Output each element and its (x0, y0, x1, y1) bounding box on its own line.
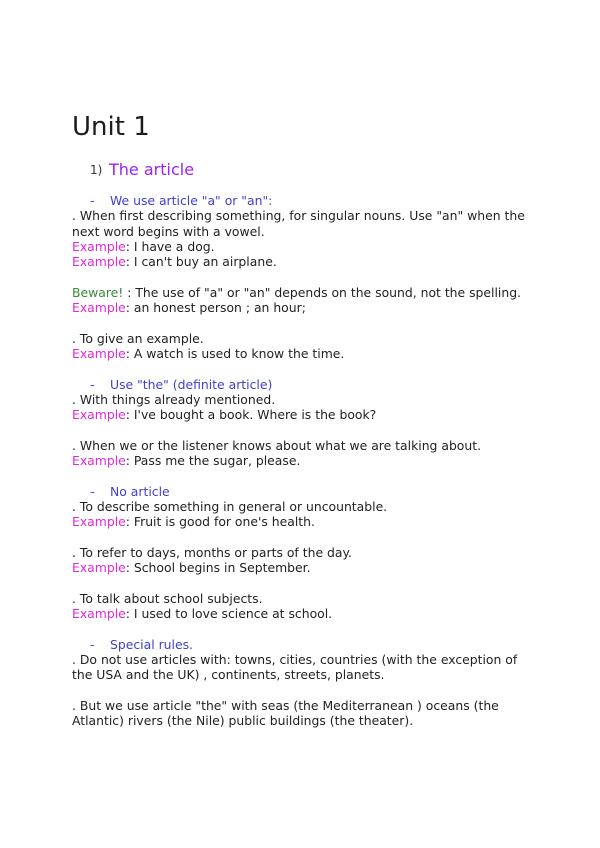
example-line: Example: Fruit is good for one's health. (72, 514, 315, 530)
paragraph-line: . But we use article "the" with seas (the Mediterranean ) oceans (the (72, 697, 499, 713)
example-label: Example (72, 514, 126, 530)
beware-label: Beware! (72, 284, 124, 300)
paragraph-line: . To talk about school subjects. (72, 590, 263, 606)
subheading: - Special rules. (90, 636, 193, 652)
subheading: - We use article "a" or "an": (90, 193, 273, 208)
example-line: Example: I used to love science at school. (72, 606, 333, 622)
paragraph-line: . Do not use articles with: towns, cities, countries (with the exception of (72, 651, 518, 667)
example-label: Example (72, 606, 126, 622)
subheading: - Use "the" (definite article) (90, 376, 273, 392)
paragraph-line: next word begins with a vowel. (72, 223, 265, 239)
paragraph-line: . To give an example. (72, 330, 204, 346)
example-label: Example (72, 345, 126, 361)
section-title: The article (109, 160, 195, 179)
example-label: Example (72, 300, 126, 316)
paragraph-line: the USA and the UK) , continents, streets, planets. (72, 667, 385, 683)
example-line: Example: A watch is used to know the time. (72, 345, 345, 361)
example-label: Example (72, 453, 126, 469)
subheading: - No article (90, 483, 170, 499)
example-label: Example (72, 238, 126, 254)
paragraph-line: . When first describing something, for singular nouns. Use "an" when the (72, 208, 525, 224)
paragraph-line: . With things already mentioned. (72, 391, 276, 407)
example-line: Example: I can't buy an airplane. (72, 254, 277, 270)
example-label: Example (72, 407, 126, 423)
example-line: Example: an honest person ; an hour; (72, 300, 306, 316)
example-label: Example (72, 254, 126, 270)
page-title: Unit 1 (72, 112, 150, 142)
example-line: Example: I've bought a book. Where is the book? (72, 407, 377, 423)
paragraph-line: Atlantic) rivers (the Nile) public buildings (the theater). (72, 713, 414, 729)
paragraph-line: . To describe something in general or uncountable. (72, 498, 388, 514)
paragraph-line: . To refer to days, months or parts of the day. (72, 544, 352, 560)
example-line: Example: Pass me the sugar, please. (72, 453, 301, 469)
example-line: Example: School begins in September. (72, 560, 311, 576)
example-label: Example (72, 560, 126, 576)
document-body (72, 193, 532, 728)
section-number: 1) (90, 163, 103, 177)
beware-line: Beware! : The use of "a" or "an" depends on the sound, not the spelling. (72, 284, 522, 300)
paragraph-line: . When we or the listener knows about what we are talking about. (72, 437, 482, 453)
example-line: Example: I have a dog. (72, 238, 215, 254)
